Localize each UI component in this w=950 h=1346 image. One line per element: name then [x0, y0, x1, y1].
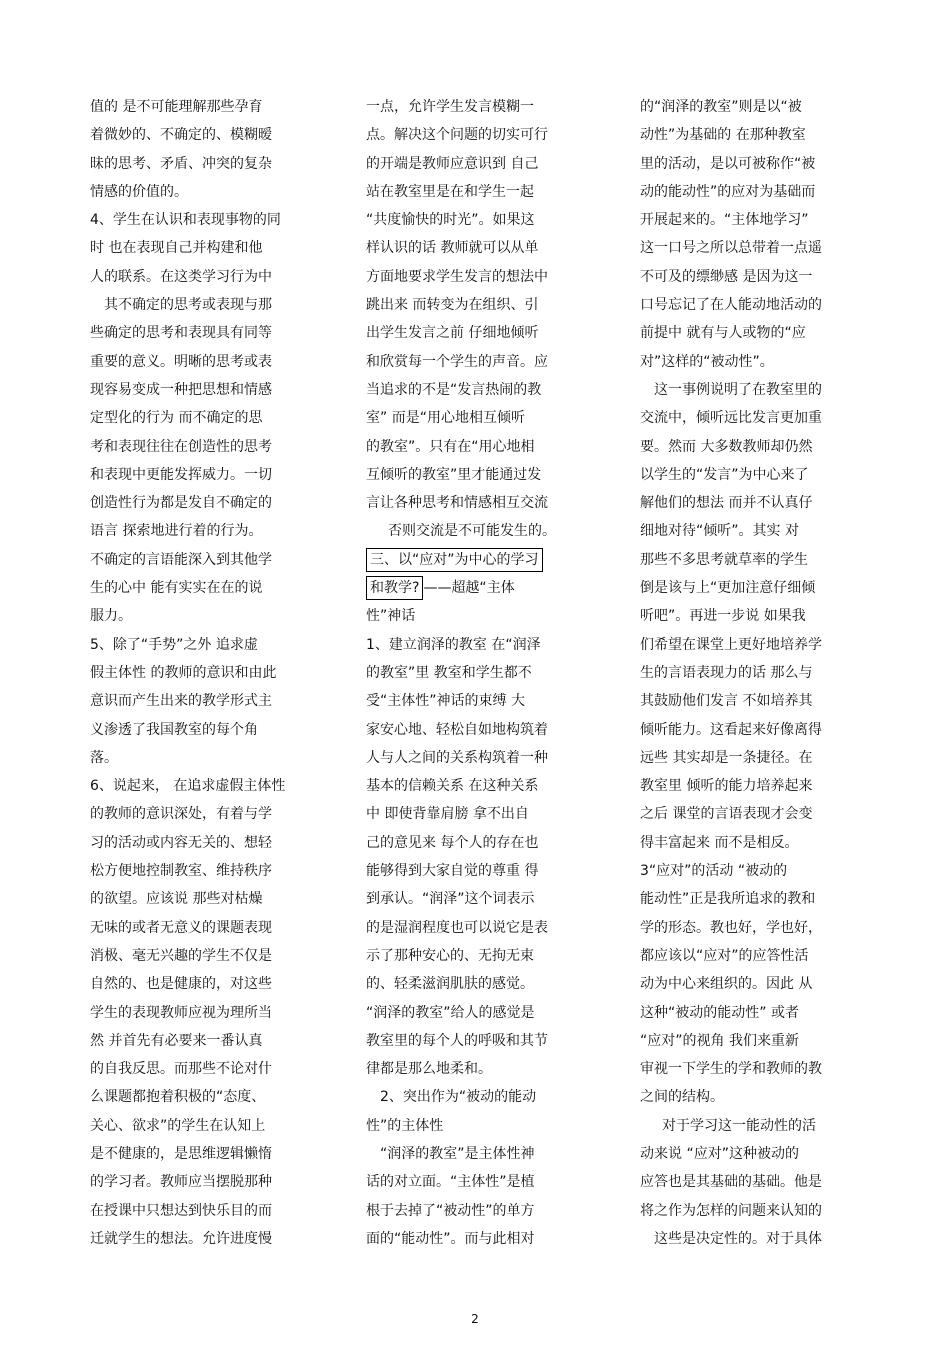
text-line: 着微妙的、不确定的、模糊暧 — [90, 127, 272, 144]
text-line: 当追求的不是“发言热闹的教 — [366, 381, 542, 398]
text-line: 得丰富起来 而不是相反。 — [640, 834, 799, 851]
text-line: 其鼓励他们发言 不如培养其 — [640, 693, 813, 710]
text-line: 的欲望。应该说 那些对枯燥 — [90, 891, 263, 908]
text-line: 5、除了“手势”之外 追求虚 — [90, 636, 258, 653]
text-line: 自然的、也是健康的，对这些 — [90, 976, 272, 993]
text-line: 审视一下学生的学和教师的教 — [640, 1061, 822, 1078]
text-line: 前提中 就有与人或物的“应 — [640, 325, 806, 342]
text-line: 服力。 — [90, 608, 132, 625]
text-line: 么课题都抱着积极的“态度、 — [90, 1089, 266, 1106]
text-line: 考和表现往往在创造性的思考 — [90, 438, 272, 455]
text-line: 定型化的行为 而不确定的思 — [90, 410, 263, 427]
text-line: 性”神话 — [366, 608, 416, 625]
text-line: “润泽的教室”是主体性神 — [380, 1145, 535, 1162]
text-line: 站在教室里是在和学生一起 — [366, 183, 534, 200]
text-line: 否则交流是不可能发生的。 — [388, 523, 556, 540]
text-line: 人与人之间的关系构筑着一种 — [366, 749, 548, 766]
text-line: 点。解决这个问题的切实可行 — [366, 127, 548, 144]
text-line: 交流中，倾听远比发言更加重 — [640, 410, 822, 427]
text-line: 这些是决定性的。对于具体 — [654, 1230, 822, 1247]
text-line: 能动性”正是我所追求的教和 — [640, 891, 816, 908]
text-line: “润泽的教室”给人的感觉是 — [366, 1004, 535, 1021]
text-line: 室” 而是“用心地相互倾听 — [366, 410, 525, 427]
text-column-1 — [90, 93, 330, 1253]
text-line: 这一口号之所以总带着一点遥 — [640, 240, 822, 257]
heading-subtitle: ——超越“主体 — [423, 580, 515, 597]
text-line: 动来说 “应对”这种被动的 — [640, 1145, 799, 1162]
text-line: 话的对立面。“主体性”是植 — [366, 1174, 535, 1191]
text-line: 面的“能动性”。而与此相对 — [366, 1230, 535, 1247]
text-line: 方面地要求学生发言的想法中 — [366, 268, 548, 285]
text-line: 互倾听的教室”里才能通过发 — [366, 466, 542, 483]
text-line: 将之作为怎样的问题来认知的 — [640, 1202, 822, 1219]
text-line: 和表现中更能发挥威力。一切 — [90, 466, 272, 483]
text-line: 基本的信赖关系 在这种关系 — [366, 778, 539, 795]
text-line: 倾听能力。这看起来好像离得 — [640, 721, 822, 738]
text-line: 生的言语表现力的话 那么与 — [640, 664, 813, 681]
section-heading-line — [366, 546, 606, 574]
text-line: 对于学习这一能动性的活 — [662, 1117, 816, 1134]
text-line: 意识而产生出来的教学形式主 — [90, 693, 272, 710]
section-heading-line — [366, 574, 606, 602]
text-line: 无味的或者无意义的课题表现 — [90, 919, 272, 936]
text-line: 的教室”。只有在“用心地相 — [366, 438, 535, 455]
text-line: 在授课中只想达到快乐目的而 — [90, 1202, 272, 1219]
text-line: 的“润泽的教室”则是以“被 — [640, 99, 802, 115]
text-line: 倒是该与上“更加注意仔细倾 — [640, 580, 816, 597]
text-line: 律都是那么地柔和。 — [366, 1061, 492, 1078]
text-line: 一点，允许学生发言模糊一 — [366, 99, 534, 115]
text-line: 义渗透了我国教室的每个角 — [90, 721, 258, 738]
text-line: 要。然而 大多数教师却仍然 — [640, 438, 813, 455]
text-line: 以学生的“发言”为中心来了 — [640, 466, 809, 483]
boxed-heading: 三、以“应对”为中心的学习 — [366, 548, 543, 572]
text-line: 言让各种思考和情感相互交流 — [366, 495, 548, 512]
text-line: 教室里的每个人的呼吸和其节 — [366, 1032, 548, 1049]
text-line: 细地对待“倾听”。其实 对 — [640, 523, 799, 540]
text-line: 样认识的话 教师就可以从单 — [366, 240, 539, 257]
text-line: 学的形态。教也好，学也好， — [640, 919, 822, 936]
text-column-2 — [366, 93, 606, 1253]
text-line: 1、建立润泽的教室 在“润泽 — [366, 636, 541, 653]
text-line: 迁就学生的想法。允许进度慢 — [90, 1230, 272, 1247]
text-line: 之间的结构。 — [640, 1089, 724, 1106]
page-number: 2 — [471, 1312, 479, 1326]
text-line: 己的意见来 每个人的存在也 — [366, 834, 539, 851]
text-line: 语言 探索地进行着的行为。 — [90, 523, 263, 540]
text-line: 那些不多思考就草率的学生 — [640, 551, 808, 568]
text-line: 是不健康的，是思维逻辑懒惰 — [90, 1145, 272, 1162]
text-line: 口号忘记了在人能动地活动的 — [640, 297, 822, 314]
text-line: 示了那种安心的、无拘无束 — [366, 947, 534, 964]
text-line: 3“应对”的活动 “被动的 — [640, 863, 788, 880]
text-line: 的、轻柔滋润肌肤的感觉。 — [366, 976, 534, 993]
text-line: 不确定的言语能深入到其他学 — [90, 551, 272, 568]
boxed-heading-cont: 和教学? — [366, 576, 423, 600]
text-line: 都应该以“应对”的应答性活 — [640, 947, 809, 964]
text-line: 根于去掉了“被动性”的单方 — [366, 1202, 535, 1219]
text-line: 教室里 倾听的能力培养起来 — [640, 778, 813, 795]
text-line: 动的能动性”的应对为基础而 — [640, 183, 816, 200]
text-line: 应答也是其基础的基础。他是 — [640, 1174, 822, 1191]
text-line: 其不确定的思考或表现与那 — [104, 297, 272, 314]
text-line: “应对”的视角 我们来重新 — [640, 1032, 799, 1049]
text-line: 动性”为基础的 在那种教室 — [640, 127, 806, 144]
text-line: 学生的表现教师应视为理所当 — [90, 1004, 272, 1021]
text-line: 们希望在课堂上更好地培养学 — [640, 636, 822, 653]
text-line: 家安心地、轻松自如地构筑着 — [366, 721, 548, 738]
text-line: 松方便地控制教室、维持秩序 — [90, 863, 272, 880]
text-line: 现容易变成一种把思想和情感 — [90, 381, 272, 398]
text-line: 到承认。“润泽”这个词表示 — [366, 891, 535, 908]
text-line: 些确定的思考和表现具有同等 — [90, 325, 272, 342]
text-line: 的学习者。教师应当摆脱那种 — [90, 1174, 272, 1191]
text-line: 时 也在表现自己并构建和他 — [90, 240, 263, 257]
text-line: 解他们的想法 而并不认真仔 — [640, 495, 813, 512]
text-line: 跳出来 而转变为在组织、引 — [366, 297, 539, 314]
text-line: 这种“被动的能动性” 或者 — [640, 1004, 799, 1021]
text-column-3 — [640, 93, 880, 1253]
text-line: 的教师的意识深处，有着与学 — [90, 806, 272, 823]
text-line: 性”的主体性 — [366, 1117, 444, 1134]
text-line: 里的活动，是以可被称作“被 — [640, 155, 816, 172]
text-line: 开展起来的。“主体地学习” — [640, 212, 809, 229]
text-line: 值的 是不可能理解那些孕育 — [90, 99, 263, 115]
text-line: 的开端是教师应意识到 自己 — [366, 155, 539, 172]
text-line: 中 即使背靠肩膀 拿不出自 — [366, 806, 529, 823]
text-line: 这一事例说明了在教室里的 — [654, 381, 822, 398]
text-line: 然 并首先有必要来一番认真 — [90, 1032, 263, 1049]
text-line: “共度愉快的时光”。如果这 — [366, 212, 535, 229]
text-line: 能够得到大家自觉的尊重 得 — [366, 863, 539, 880]
text-line: 的教室”里 教室和学生都不 — [366, 664, 532, 681]
text-line: 关心、欲求”的学生在认知上 — [90, 1117, 266, 1134]
text-line: 受“主体性”神话的束缚 大 — [366, 693, 525, 710]
text-line: 重要的意义。明晰的思考或表 — [90, 353, 272, 370]
text-line: 之后 课堂的言语表现才会变 — [640, 806, 813, 823]
text-line: 不可及的缥缈感 是因为这一 — [640, 268, 813, 285]
text-line: 4、学生在认识和表现事物的同 — [90, 212, 281, 229]
text-line: 和欣赏每一个学生的声音。应 — [366, 353, 548, 370]
text-line: 远些 其实却是一条捷径。在 — [640, 749, 813, 766]
text-line: 假主体性 的教师的意识和由此 — [90, 664, 277, 681]
text-line: 生的心中 能有实实在在的说 — [90, 580, 263, 597]
text-line: 情感的价值的。 — [90, 183, 188, 200]
text-line: 消极、毫无兴趣的学生不仅是 — [90, 947, 272, 964]
text-line: 出学生发言之前 仔细地倾听 — [366, 325, 539, 342]
text-line: 对”这样的“被动性”。 — [640, 353, 774, 370]
text-line: 落。 — [90, 749, 118, 766]
text-line: 6、说起来， 在追求虚假主体性 — [90, 778, 286, 795]
text-line: 创造性行为都是发自不确定的 — [90, 495, 272, 512]
text-line: 的自我反思。而那些不论对什 — [90, 1061, 272, 1078]
text-line: 习的活动或内容无关的、想轻 — [90, 834, 272, 851]
text-line: 2、突出作为“被动的能动 — [380, 1089, 537, 1106]
text-line: 的是湿润程度也可以说它是表 — [366, 919, 548, 936]
text-line: 人的联系。在这类学习行为中 — [90, 268, 272, 285]
text-line: 听吧”。再进一步说 如果我 — [640, 608, 806, 625]
text-line: 动为中心来组织的。因此 从 — [640, 976, 813, 993]
text-line: 昧的思考、矛盾、冲突的复杂 — [90, 155, 272, 172]
